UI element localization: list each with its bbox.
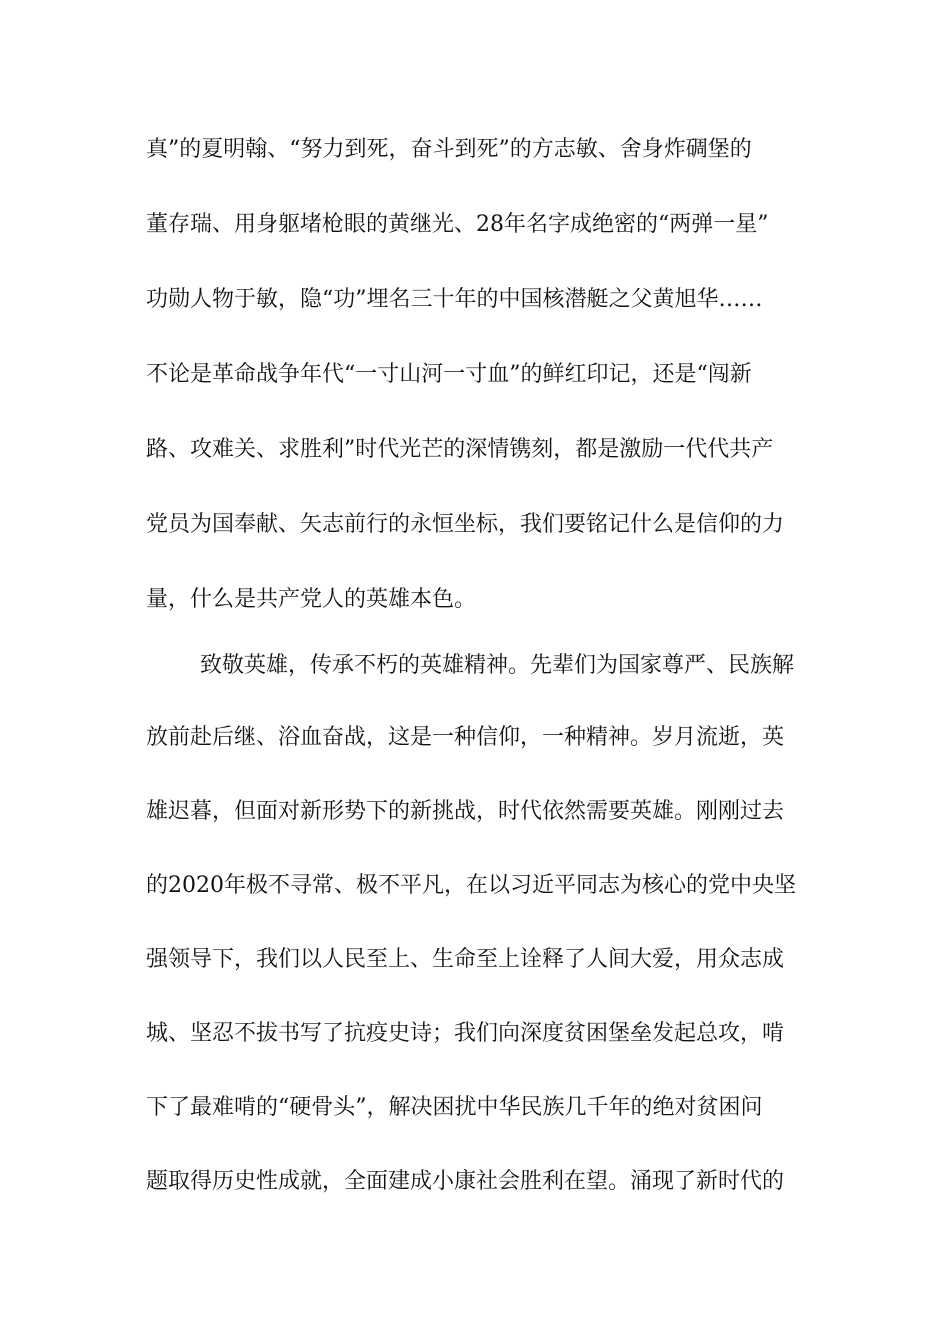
text-line: 雄迟暮，但面对新形势下的新挑战，时代依然需要英雄。刚刚过去 (146, 799, 785, 824)
text-line: 党员为国奉献、矢志前行的永恒坐标，我们要铭记什么是信仰的力 (146, 512, 785, 537)
text-line: 不论是革命战争年代“一寸山河一寸血”的鲜红印记，还是“闯新 (146, 362, 752, 387)
text-line: 下了最难啃的“硬骨头”，解决困扰中华民族几千年的绝对贫困问 (146, 1095, 763, 1120)
paragraph-first-line: 致敬英雄，传承不朽的英雄精神。先辈们为国家尊严、民族解 (200, 653, 795, 678)
text-line: 的2020年极不寻常、极不平凡，在以习近平同志为核心的党中央坚 (146, 873, 796, 898)
text-line: 量，什么是共产党人的英雄本色。 (146, 587, 477, 612)
text-line: 真”的夏明翰、“努力到死，奋斗到死”的方志敏、舍身炸碉堡的 (146, 137, 752, 162)
text-line: 董存瑞、用身躯堵枪眼的黄继光、28年名字成绝密的“两弹一星” (146, 212, 769, 237)
text-line: 放前赴后继、浴血奋战，这是一种信仰，一种精神。岁月流逝，英 (146, 725, 785, 750)
text-line: 题取得历史性成就，全面建成小康社会胜利在望。涌现了新时代的 (146, 1169, 785, 1194)
text-line: 城、坚忍不拔书写了抗疫史诗；我们向深度贫困堡垒发起总攻，啃 (146, 1021, 785, 1046)
text-line: 路、攻难关、求胜利”时代光芒的深情镌刻，都是激励一代代共产 (146, 437, 774, 462)
text-line: 强领导下，我们以人民至上、生命至上诠释了人间大爱，用众志成 (146, 947, 785, 972)
text-line: 功勋人物于敏，隐“功”埋名三十年的中国核潜艇之父黄旭华…… (146, 287, 763, 312)
